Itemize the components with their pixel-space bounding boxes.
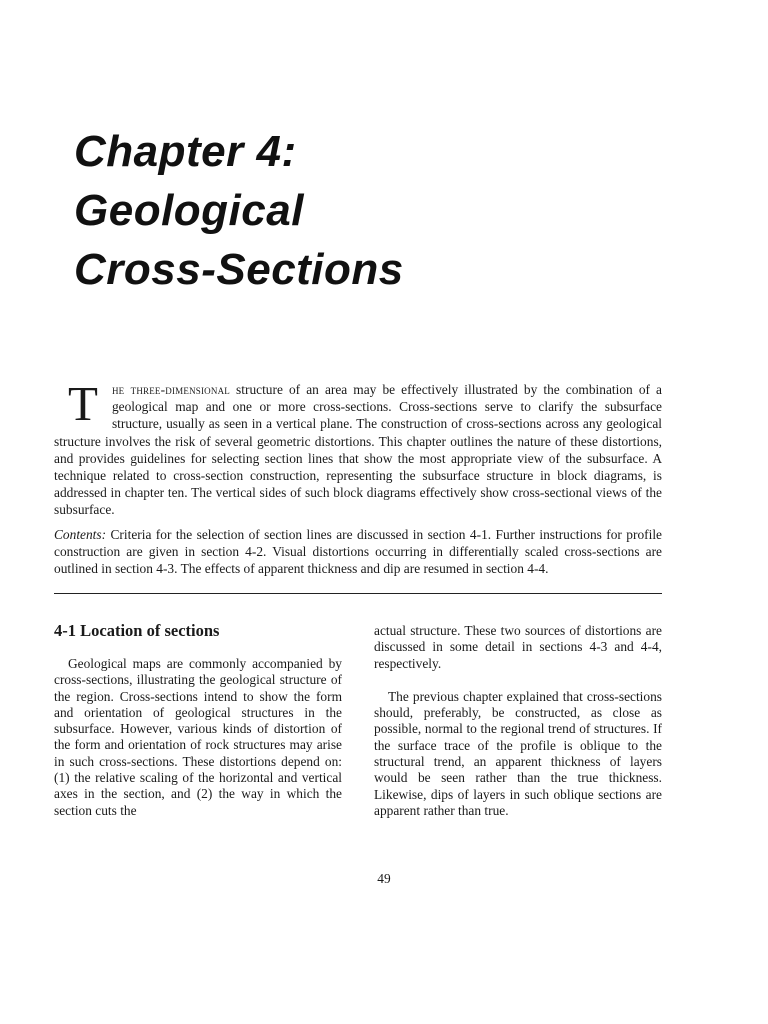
left-column xyxy=(54,621,342,819)
drop-cap: T xyxy=(68,376,98,431)
contents-label: Contents: xyxy=(54,527,107,542)
intro-text: structure of an area may be effectively illustrated by the combination of a geological map and one or more cross-sections. Cross-sections serve to clarify the subsurface structure, usually as seen in a vertical plane. The construction of cross-sections across any geological structure involves the risk of several geometric distortions. This chapter outlines the nature of these distortions, and provides guidelines for selecting section lines that show the most appropriate view of the subsurface. A technique related to cross-section construction, representing the subsurface structure in block diagrams, is addressed in chapter ten. The vertical sides of such block diagrams effectively show cross-sectional views of the subsurface. xyxy=(54,382,662,518)
section-divider xyxy=(54,593,662,594)
body-paragraph-2: The previous chapter explained that cross-sections should, preferably, be constructed, as close as possible, normal to the regional trend of structures. If the surface trace of the profile is oblique to the structural trend, an apparent thickness of layers would be seen rather than the true thickness. Likewise, dips of layers in such oblique sections are apparent rather than true. xyxy=(374,688,662,818)
contents-text: Criteria for the selection of section lines are discussed in section 4-1. Further instructions for profile construction are given in section 4-2. Visual distortions occurring in differentially scaled cross-sections are outlined in section 4-3. The effects of apparent thickness and dip are resumed in section 4-4. xyxy=(54,527,662,577)
contents-paragraph xyxy=(54,526,662,578)
chapter-title-line3: Cross-Sections xyxy=(74,245,404,294)
right-column xyxy=(374,623,662,819)
page-number: 49 xyxy=(377,871,391,886)
chapter-title-line1: Chapter 4: xyxy=(74,127,297,176)
intro-lead: he three-dimensional xyxy=(111,382,230,397)
section-heading: 4-1 Location of sections xyxy=(54,621,220,640)
body-paragraph-1: Geological maps are commonly accompanied by cross-sections, illustrating the geological structure of the region. Cross-sections intend to show the form and orientation of geological structures in the subsurface. However, various kinds of distortion of the form and orientation of rock structures may arise in such cross-sections. These distortions depend on: (1) the relative scaling of the horizontal and vertical axes in the section, and (2) the way in which the section cuts the xyxy=(54,656,342,818)
intro-paragraph xyxy=(54,376,662,519)
chapter-title xyxy=(74,122,404,299)
body-paragraph-1-continued: actual structure. These two sources of distortions are discussed in some detail in sections 4-3 and 4-4, respectively. xyxy=(374,623,662,671)
chapter-title-line2: Geological xyxy=(74,186,304,235)
